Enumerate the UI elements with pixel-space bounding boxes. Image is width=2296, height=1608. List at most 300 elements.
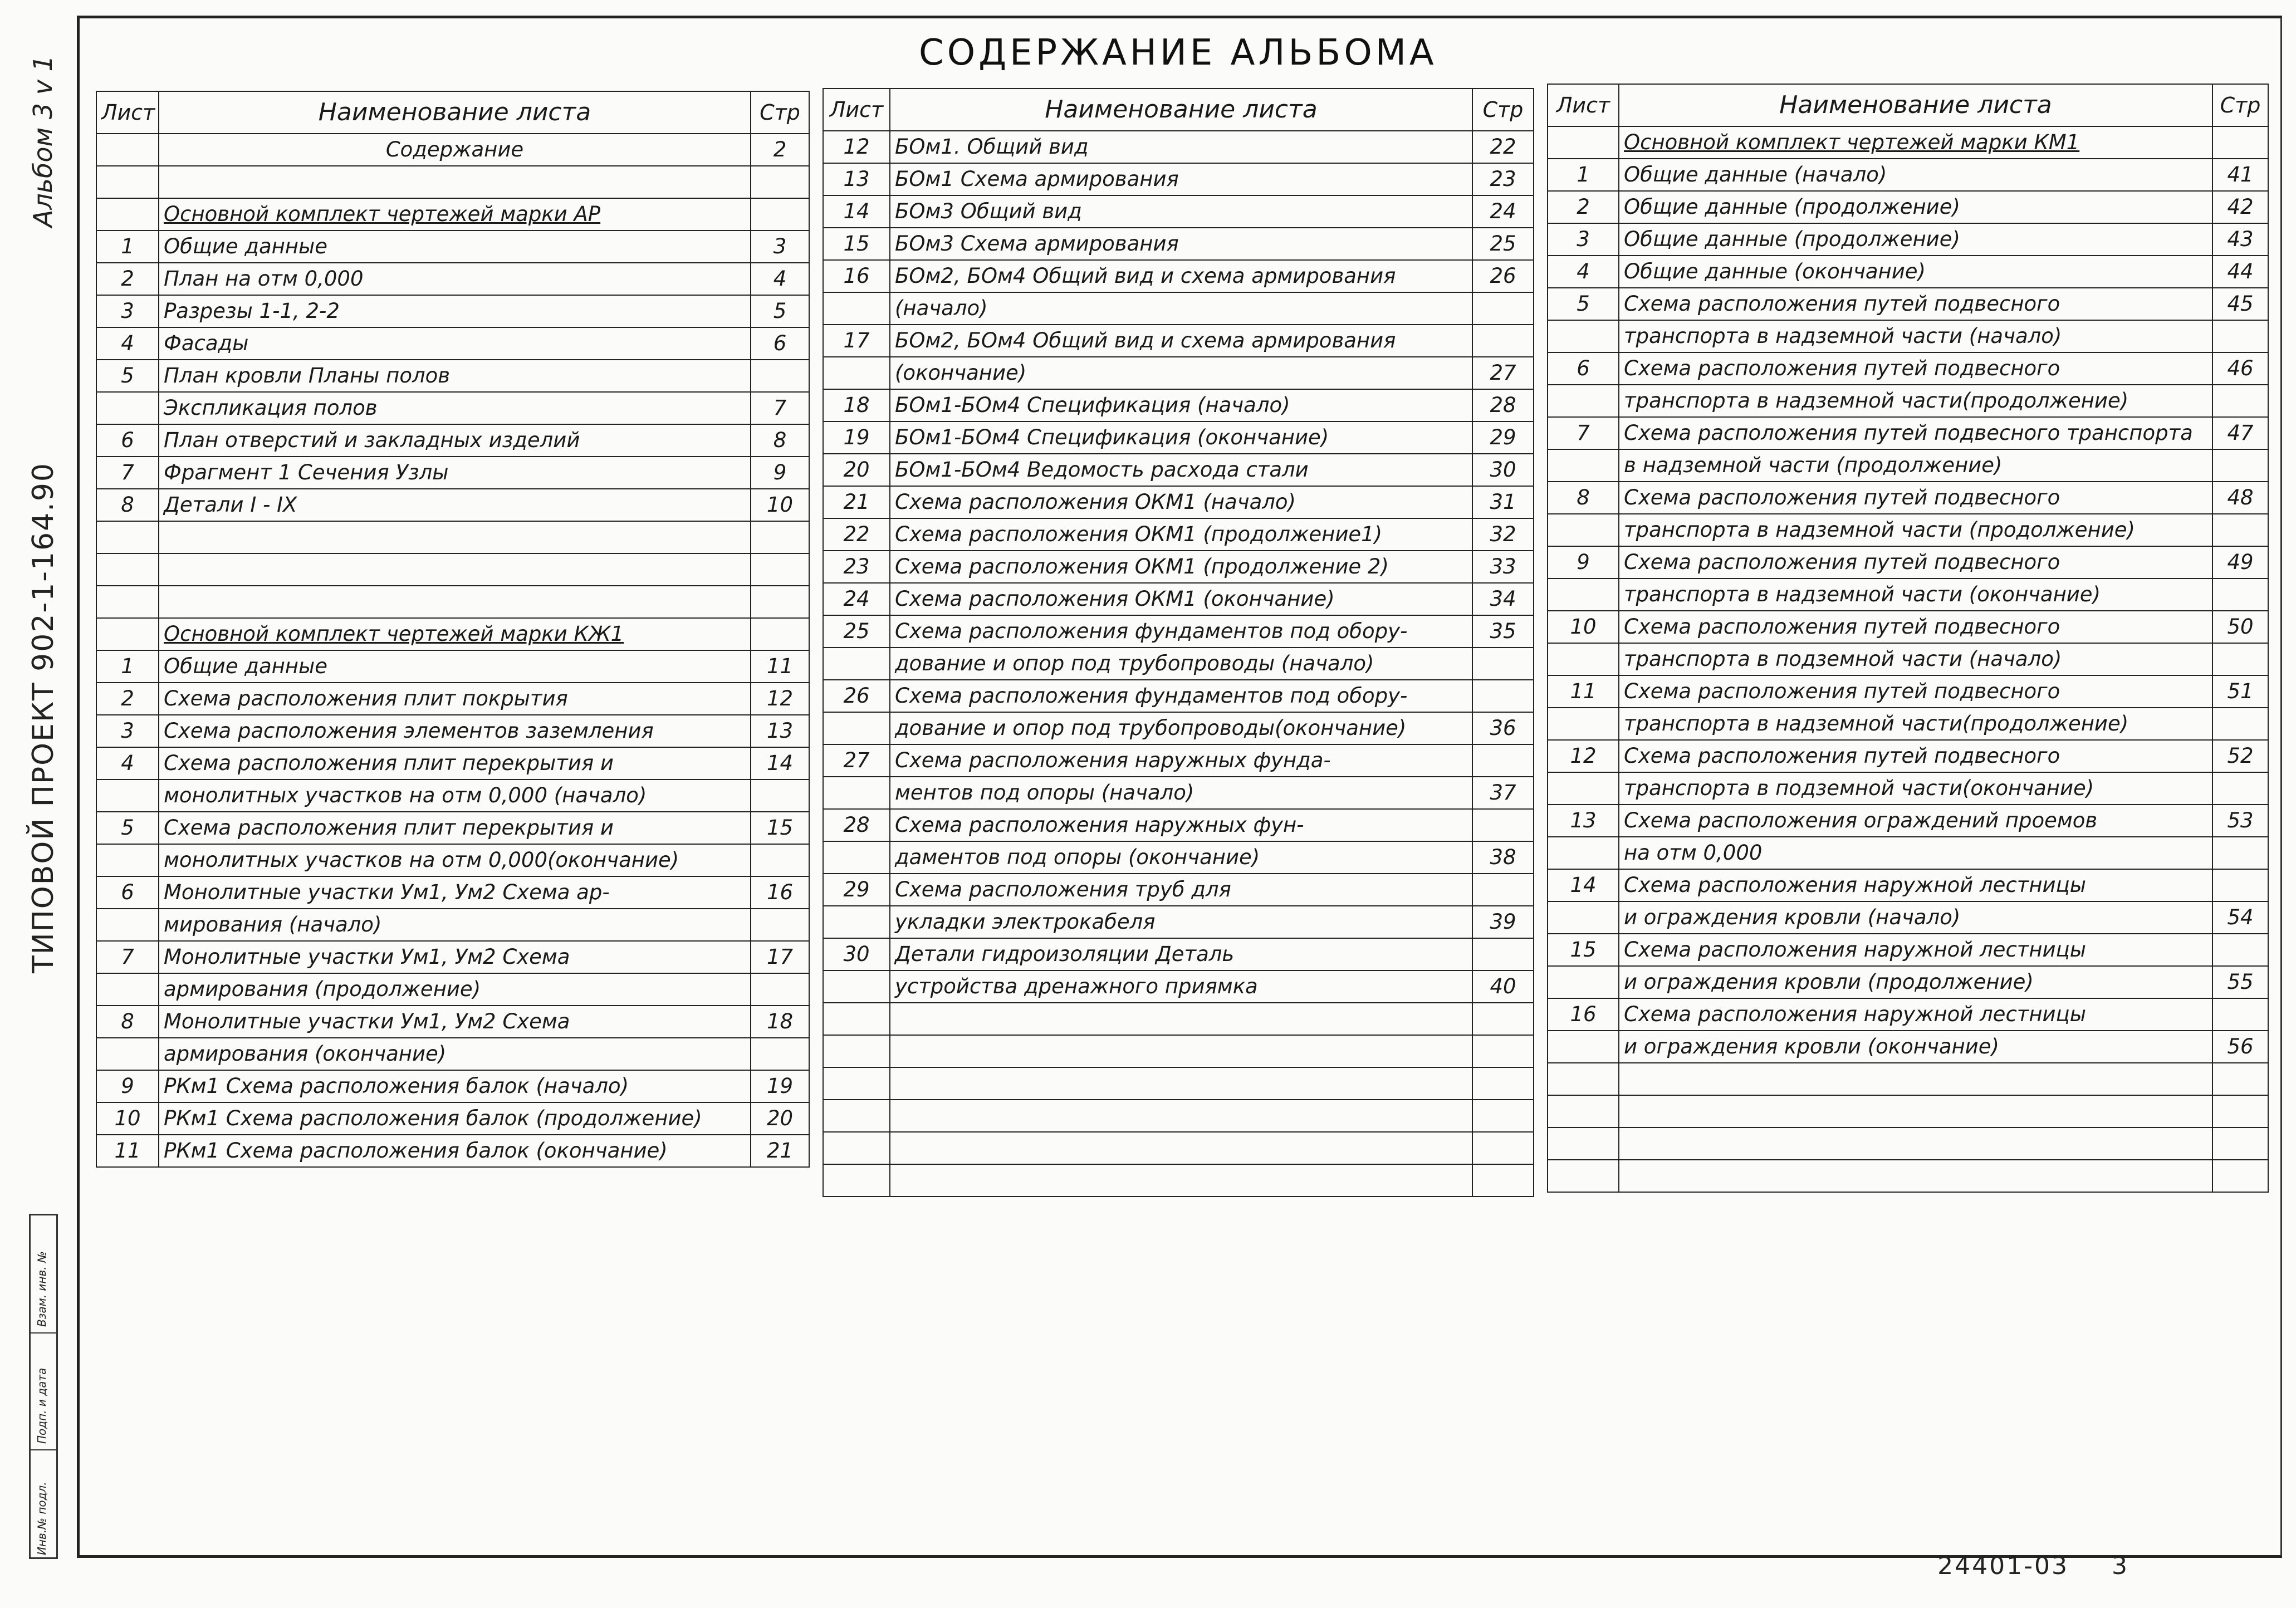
table-row	[96, 909, 809, 941]
table-row	[823, 1164, 1534, 1197]
sheet-number-cell	[96, 521, 159, 553]
sheet-number-cell	[1548, 837, 1619, 869]
sheet-title-cell: Экспликация полов	[159, 392, 751, 424]
sheet-number-cell: 4	[1548, 256, 1619, 288]
table-row	[96, 198, 809, 231]
table-row	[1548, 1160, 2268, 1192]
page-number-cell: 5	[751, 295, 809, 327]
table-row	[96, 327, 809, 360]
sheet-title-cell: Общие данные (окончание)	[1619, 256, 2212, 288]
table-row	[96, 1006, 809, 1038]
table-row	[96, 263, 809, 295]
sheet-title-cell: Общие данные (продолжение)	[1619, 223, 2212, 256]
sheet-number-cell: 13	[823, 163, 890, 195]
sheet-number-cell: 8	[96, 1006, 159, 1038]
table-row	[1548, 288, 2268, 320]
page-number-cell: 38	[1472, 841, 1534, 874]
table-row	[823, 1100, 1534, 1132]
page-number-cell	[1472, 1035, 1534, 1067]
approval-stamp	[29, 1214, 58, 1559]
table-row	[1548, 223, 2268, 256]
table-row	[823, 680, 1534, 712]
table-row	[1548, 449, 2268, 482]
page-number-cell	[2212, 1095, 2268, 1127]
sheet-number-cell: 15	[823, 228, 890, 260]
page-number-cell	[1472, 325, 1534, 357]
sheet-number-cell: 6	[1548, 352, 1619, 385]
sheet-number-cell	[96, 973, 159, 1006]
page-number-cell	[2212, 1063, 2268, 1095]
table-row	[823, 357, 1534, 389]
sheet-number-cell: 24	[823, 583, 890, 615]
sheet-title-cell: Схема расположения ОКМ1 (продолжение 2)	[890, 551, 1472, 583]
table-row	[823, 163, 1534, 195]
page-number-cell: 55	[2212, 966, 2268, 998]
sheet-number-cell: 14	[1548, 869, 1619, 901]
sheet-number-cell	[1548, 579, 1619, 611]
sheet-title-cell: транспорта в надземной части(продолжение)	[1619, 708, 2212, 740]
header-page: Стр	[2212, 84, 2268, 126]
table-row	[96, 618, 809, 650]
page-number-cell	[2212, 320, 2268, 352]
page-number-cell: 10	[751, 489, 809, 521]
page-number-cell	[2212, 126, 2268, 159]
sheet-number-cell: 1	[96, 231, 159, 263]
header-name: Наименование листа	[890, 89, 1472, 131]
page-number-cell: 22	[1472, 131, 1534, 163]
page-number-cell	[2212, 998, 2268, 1031]
sheet-title-cell	[159, 586, 751, 618]
sheet-number-cell	[823, 1132, 890, 1164]
sheet-number-cell: 14	[823, 195, 890, 228]
project-label: ТИПОВОЙ ПРОЕКТ 902-1-164.90	[27, 462, 60, 973]
page-number-cell: 6	[751, 327, 809, 360]
page-number-cell: 32	[1472, 518, 1534, 551]
sheet-number-cell	[1548, 1063, 1619, 1095]
sheet-number-cell	[1548, 901, 1619, 934]
sheet-title-cell: Содержание	[159, 134, 751, 166]
sheet-title-cell: Схема расположения элементов заземления	[159, 715, 751, 747]
sheet-title-cell: Схема расположения труб для	[890, 874, 1472, 906]
sheet-title-cell: Схема расположения фундаментов под обору-	[890, 680, 1472, 712]
table-row	[1548, 966, 2268, 998]
sheet-number-cell: 9	[1548, 546, 1619, 579]
sheet-title-cell: транспорта в надземной части (окончание)	[1619, 579, 2212, 611]
sheet-title-cell: транспорта в подземной части(окончание)	[1619, 772, 2212, 805]
sheet-number-cell: 7	[1548, 417, 1619, 449]
table-row	[96, 812, 809, 844]
table-row	[823, 777, 1534, 809]
sheet-number-cell: 1	[1548, 159, 1619, 191]
table-row	[823, 583, 1534, 615]
sheet-title-cell: Схема расположения наружной лестницы	[1619, 998, 2212, 1031]
sheet-title-cell: Общие данные	[159, 650, 751, 683]
sheet-number-cell: 8	[1548, 482, 1619, 514]
table-row	[1548, 417, 2268, 449]
table-row	[96, 424, 809, 457]
page-number-cell: 3	[751, 231, 809, 263]
sheet-stamp	[1937, 1552, 2129, 1580]
sheet-number-cell: 16	[823, 260, 890, 292]
table-row	[823, 938, 1534, 970]
sheet-title-cell: устройства дренажного приямка	[890, 970, 1472, 1003]
sheet-title-cell: Схема расположения ограждений проемов	[1619, 805, 2212, 837]
sheet-title-cell: Схема расположения ОКМ1 (окончание)	[890, 583, 1472, 615]
sheet-number-cell: 28	[823, 809, 890, 841]
table-row	[96, 586, 809, 618]
table-row	[823, 809, 1534, 841]
sheet-title-cell	[159, 521, 751, 553]
sheet-number-cell	[823, 1100, 890, 1132]
sheet-title-cell: (начало)	[890, 292, 1472, 325]
page-number-cell: 40	[1472, 970, 1534, 1003]
page-number-cell: 9	[751, 457, 809, 489]
sheet-title-cell	[1619, 1160, 2212, 1192]
sheet-number-cell: 26	[823, 680, 890, 712]
sheet-number-cell	[96, 844, 159, 876]
sheet-title-cell: Схема расположения ОКМ1 (продолжение1)	[890, 518, 1472, 551]
table-row	[1548, 126, 2268, 159]
sheet-number-cell: 3	[96, 295, 159, 327]
sheet-title-cell: транспорта в подземной части (начало)	[1619, 643, 2212, 675]
sheet-number-cell: 13	[1548, 805, 1619, 837]
table-row	[96, 457, 809, 489]
sheet-title-cell: транспорта в надземной части (продолжение)	[1619, 514, 2212, 546]
page-number-cell	[751, 198, 809, 231]
table-row	[823, 906, 1534, 938]
page-number-cell	[1472, 1003, 1534, 1035]
section-heading: Основной комплект чертежей марки АР	[159, 198, 751, 231]
table-row	[1548, 579, 2268, 611]
sheet-number-cell: 3	[1548, 223, 1619, 256]
table-row	[96, 683, 809, 715]
page-number-cell: 17	[751, 941, 809, 973]
stamp-signature: Подп. и дата	[35, 1367, 48, 1444]
sheet-number-cell: 7	[96, 457, 159, 489]
sheet-number-cell: 9	[96, 1070, 159, 1102]
page-number-cell: 53	[2212, 805, 2268, 837]
page-number-cell: 33	[1472, 551, 1534, 583]
sheet-number-cell	[96, 166, 159, 198]
page-number-cell	[1472, 648, 1534, 680]
page-number-cell	[2212, 1127, 2268, 1160]
sheet-number-cell	[96, 392, 159, 424]
sheet-number-cell	[1548, 966, 1619, 998]
page-number-cell: 43	[2212, 223, 2268, 256]
sheet-title-cell: Детали гидроизоляции Деталь	[890, 938, 1472, 970]
sheet-number-cell	[823, 906, 890, 938]
toc-table-1	[96, 91, 810, 1168]
page-number-cell	[751, 844, 809, 876]
table-row	[96, 134, 809, 166]
page-number-cell: 50	[2212, 611, 2268, 643]
sheet-number-cell: 21	[823, 486, 890, 518]
page-number-cell: 26	[1472, 260, 1534, 292]
sheet-title-cell: (окончание)	[890, 357, 1472, 389]
page-number-cell: 11	[751, 650, 809, 683]
page-number-cell: 8	[751, 424, 809, 457]
page-number-cell: 31	[1472, 486, 1534, 518]
sheet-number-cell	[823, 1067, 890, 1100]
sheet-title-cell: армирования (окончание)	[159, 1038, 751, 1070]
sheet-title-cell	[890, 1067, 1472, 1100]
sheet-number-cell: 2	[1548, 191, 1619, 223]
sheet-title-cell: Схема расположения ОКМ1 (начало)	[890, 486, 1472, 518]
sheet-title-cell: Схема расположения наружных фун-	[890, 809, 1472, 841]
sheet-title-cell	[890, 1003, 1472, 1035]
header-sheet: Лист	[96, 91, 159, 134]
sheet-number-cell	[96, 134, 159, 166]
page-number-cell	[1472, 809, 1534, 841]
table-row	[96, 1038, 809, 1070]
sheet-number-cell: 20	[823, 454, 890, 486]
table-row	[1548, 514, 2268, 546]
page-number-cell	[2212, 385, 2268, 417]
sheet-title-cell: Монолитные участки Ум1, Ум2 Схема	[159, 1006, 751, 1038]
page-number-cell: 44	[2212, 256, 2268, 288]
sheet-number-cell	[823, 970, 890, 1003]
page-number-cell: 21	[751, 1135, 809, 1167]
page-number-cell	[751, 521, 809, 553]
sheet-number-cell: 15	[1548, 934, 1619, 966]
sheet-number-cell	[823, 357, 890, 389]
sheet-title-cell: Схема расположения путей подвесного	[1619, 288, 2212, 320]
page-number-cell: 20	[751, 1102, 809, 1135]
page-number-cell: 47	[2212, 417, 2268, 449]
page-number-cell: 46	[2212, 352, 2268, 385]
sheet-title-cell	[1619, 1095, 2212, 1127]
page-number-cell	[751, 166, 809, 198]
page-number-cell: 13	[751, 715, 809, 747]
sheet-number-cell: 4	[96, 747, 159, 780]
sheet-number-cell	[823, 777, 890, 809]
sheet-title-cell: БОм1. Общий вид	[890, 131, 1472, 163]
sheet-number-cell	[1548, 708, 1619, 740]
table-row	[1548, 352, 2268, 385]
page-number-cell: 34	[1472, 583, 1534, 615]
page-number-cell: 39	[1472, 906, 1534, 938]
table-row	[1548, 805, 2268, 837]
page-number-cell	[1472, 1164, 1534, 1197]
sheet-number-cell: 2	[96, 263, 159, 295]
sheet-title-cell: монолитных участков на отм 0,000 (начало)	[159, 780, 751, 812]
sheet-title-cell: Схема расположения плит покрытия	[159, 683, 751, 715]
page-number-cell	[751, 360, 809, 392]
table-row	[1548, 546, 2268, 579]
table-row	[96, 489, 809, 521]
sheet-title-cell: БОм2, БОм4 Общий вид и схема армирования	[890, 260, 1472, 292]
table-row	[1548, 1095, 2268, 1127]
table-row	[96, 941, 809, 973]
sheet-number-cell	[823, 1164, 890, 1197]
table-row	[1548, 837, 2268, 869]
sheet-title-cell: План отверстий и закладных изделий	[159, 424, 751, 457]
page-number-cell: 15	[751, 812, 809, 844]
page-number-cell: 25	[1472, 228, 1534, 260]
sheet-title-cell: БОм1-БОм4 Спецификация (начало)	[890, 389, 1472, 421]
page-number-cell: 7	[751, 392, 809, 424]
page-number-cell: 41	[2212, 159, 2268, 191]
table-row	[823, 486, 1534, 518]
table-row	[96, 231, 809, 263]
table-row	[96, 1070, 809, 1102]
table-row	[1548, 385, 2268, 417]
sheet-title-cell: и ограждения кровли (окончание)	[1619, 1031, 2212, 1063]
sheet-number-cell: 10	[1548, 611, 1619, 643]
sheet-number-cell: 12	[823, 131, 890, 163]
page-number-cell	[1472, 938, 1534, 970]
table-row	[96, 1135, 809, 1167]
header-name: Наименование листа	[1619, 84, 2212, 126]
table-row	[1548, 901, 2268, 934]
table-row	[823, 874, 1534, 906]
sheet-number-cell: 8	[96, 489, 159, 521]
page-number-cell	[2212, 869, 2268, 901]
sheet-number-cell	[96, 1038, 159, 1070]
table-row	[1548, 320, 2268, 352]
sheet-title-cell: Схема расположения путей подвесного	[1619, 675, 2212, 708]
page-number-cell	[751, 586, 809, 618]
sheet-title-cell: Фасады	[159, 327, 751, 360]
table-row	[1548, 869, 2268, 901]
table-row	[1548, 998, 2268, 1031]
page-number-cell: 18	[751, 1006, 809, 1038]
page-number-cell: 51	[2212, 675, 2268, 708]
sheet-title-cell: Схема расположения плит перекрытия и	[159, 747, 751, 780]
table-row	[823, 454, 1534, 486]
sheet-number-cell	[1548, 643, 1619, 675]
table-row	[1548, 740, 2268, 772]
sheet-number-cell: 4	[96, 327, 159, 360]
album-label: Альбом 3 v 1	[28, 55, 58, 227]
sheet-number-cell	[1548, 772, 1619, 805]
sheet-title-cell: ментов под опоры (начало)	[890, 777, 1472, 809]
sheet-number-cell	[1548, 514, 1619, 546]
table-row	[823, 1132, 1534, 1164]
table-row	[1548, 1063, 2268, 1095]
page-number-cell: 56	[2212, 1031, 2268, 1063]
sheet-number-cell	[96, 198, 159, 231]
page-number-cell: 37	[1472, 777, 1534, 809]
sheet-title-cell	[159, 166, 751, 198]
table-row	[823, 195, 1534, 228]
header-page: Стр	[1472, 89, 1534, 131]
table-row	[1548, 191, 2268, 223]
table-row	[96, 1102, 809, 1135]
sheet-title-cell: РКм1 Схема расположения балок (окончание)	[159, 1135, 751, 1167]
page-number-cell	[751, 618, 809, 650]
table-row	[1548, 675, 2268, 708]
page-number-cell: 30	[1472, 454, 1534, 486]
page-number-cell: 12	[751, 683, 809, 715]
sheet-title-cell	[1619, 1063, 2212, 1095]
page-number-cell	[2212, 579, 2268, 611]
stamp-inventory: Инв.№ подл.	[35, 1482, 48, 1555]
table-row	[823, 551, 1534, 583]
table-row	[96, 973, 809, 1006]
sheet-title-cell: транспорта в надземной части(продолжение)	[1619, 385, 2212, 417]
sheet-number-cell	[1548, 385, 1619, 417]
sheet-number-cell: 6	[96, 424, 159, 457]
sheet-number-cell	[96, 586, 159, 618]
sheet-title-cell: и ограждения кровли (начало)	[1619, 901, 2212, 934]
table-row	[1548, 708, 2268, 740]
table-row	[1548, 159, 2268, 191]
page-number-cell	[1472, 874, 1534, 906]
sheet-number-cell	[823, 1003, 890, 1035]
sheet-title-cell: Схема расположения путей подвесного	[1619, 546, 2212, 579]
page-title: СОДЕРЖАНИЕ АЛЬБОМА	[919, 32, 1437, 73]
sheet-number-cell: 10	[96, 1102, 159, 1135]
sheet-number-cell: 12	[1548, 740, 1619, 772]
page-number-cell: 19	[751, 1070, 809, 1102]
page-number-cell: 4	[751, 263, 809, 295]
sheet-title-cell: в надземной части (продолжение)	[1619, 449, 2212, 482]
sheet-number-cell	[96, 553, 159, 586]
sheet-number-cell: 29	[823, 874, 890, 906]
page-number-cell: 27	[1472, 357, 1534, 389]
page-number-cell	[1472, 680, 1534, 712]
table-row	[1548, 934, 2268, 966]
sheet-number-cell	[96, 909, 159, 941]
sheet-title-cell: дование и опор под трубопроводы (начало)	[890, 648, 1472, 680]
table-row	[823, 292, 1534, 325]
sheet-number-cell	[823, 841, 890, 874]
table-row	[823, 1035, 1534, 1067]
page-number-cell	[751, 553, 809, 586]
page-number-cell	[2212, 514, 2268, 546]
page-number-cell: 49	[2212, 546, 2268, 579]
page-number-cell	[2212, 708, 2268, 740]
page-number-cell	[2212, 837, 2268, 869]
toc-table-3	[1547, 84, 2269, 1193]
table-row	[1548, 611, 2268, 643]
sheet-title-cell: БОм2, БОм4 Общий вид и схема армирования	[890, 325, 1472, 357]
sheet-number-cell	[823, 648, 890, 680]
sheet-title-cell	[890, 1132, 1472, 1164]
sheet-title-cell: Схема расположения путей подвесного	[1619, 740, 2212, 772]
sheet-number-cell: 5	[96, 812, 159, 844]
sheet-title-cell	[890, 1035, 1472, 1067]
page-number-cell: 35	[1472, 615, 1534, 648]
sheet-number: 3	[2112, 1552, 2129, 1580]
table-row	[1548, 1127, 2268, 1160]
table-row	[823, 841, 1534, 874]
table-row	[823, 648, 1534, 680]
sheet-number-cell	[96, 618, 159, 650]
sheet-number-cell: 23	[823, 551, 890, 583]
table-row	[96, 650, 809, 683]
sheet-title-cell	[890, 1100, 1472, 1132]
table-row	[1548, 482, 2268, 514]
toc-table-2	[823, 88, 1534, 1197]
sheet-number-cell	[1548, 1160, 1619, 1192]
page-number-cell: 29	[1472, 421, 1534, 454]
sheet-title-cell: Схема расположения путей подвесного	[1619, 611, 2212, 643]
page-number-cell	[1472, 1100, 1534, 1132]
stamp-exchange: Взам. инв. №	[35, 1251, 48, 1327]
sheet-number-cell: 5	[96, 360, 159, 392]
sheet-number-cell	[1548, 1127, 1619, 1160]
sheet-number-cell	[1548, 1031, 1619, 1063]
page-number-cell: 24	[1472, 195, 1534, 228]
sheet-title-cell: Фрагмент 1 Сечения Узлы	[159, 457, 751, 489]
sheet-title-cell: РКм1 Схема расположения балок (продолжение)	[159, 1102, 751, 1135]
sheet-title-cell: дование и опор под трубопроводы(окончание)	[890, 712, 1472, 744]
page-number-cell	[751, 973, 809, 1006]
sheet-title-cell: План на отм 0,000	[159, 263, 751, 295]
table-row	[1548, 256, 2268, 288]
